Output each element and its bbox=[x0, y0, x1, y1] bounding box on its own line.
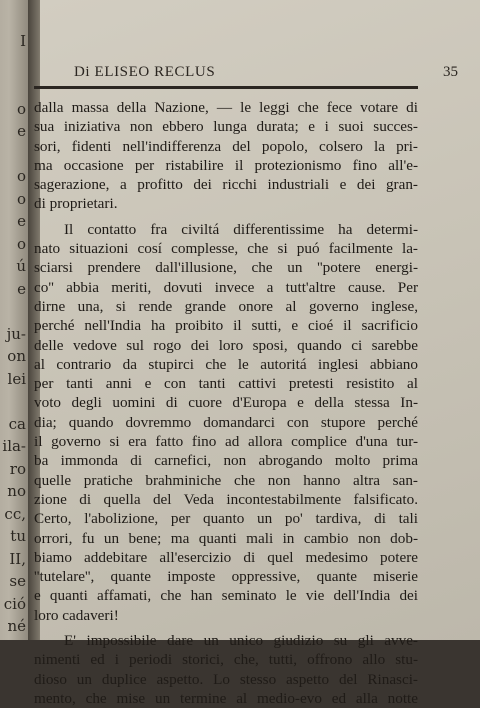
left-page-fragment: ca bbox=[8, 414, 26, 433]
text-line: ma occasione per ristabilire il protezionismo fino all'e- bbox=[34, 156, 418, 174]
text-line: di proprietari. bbox=[34, 195, 118, 213]
text-line: orrori, fu un bene; ma quanti mali in cambio non dob- bbox=[34, 529, 418, 547]
text-line: nato situazioni cosí complesse, che si puó facilmente la- bbox=[34, 240, 418, 258]
text-line: dioso un duplice aspetto. Lo stesso aspetto del Rinasci- bbox=[34, 670, 418, 688]
text-line: e quanti affamati, che han seminato le vie dell'India dei bbox=[34, 587, 418, 605]
body-text bbox=[34, 98, 418, 708]
left-page-fragment: tu bbox=[10, 527, 26, 545]
left-page-fragment: e bbox=[17, 212, 26, 230]
left-page-fragment: ció bbox=[3, 594, 26, 613]
left-page-fragment: o bbox=[16, 99, 26, 118]
text-line: Il contatto fra civiltá differentissime ha determi- bbox=[64, 220, 418, 238]
text-line: nimenti ed i periodi storici, che, tutti, offrono allo stu- bbox=[34, 651, 418, 669]
left-page-fragment: ú bbox=[16, 257, 26, 275]
paragraph bbox=[34, 220, 418, 625]
text-line: quelle pratiche brahminiche che non hanno altra san- bbox=[34, 471, 418, 489]
running-header bbox=[74, 62, 458, 84]
paragraph bbox=[34, 631, 418, 708]
left-page-fragment: no bbox=[7, 482, 26, 500]
left-page-fragment: I bbox=[20, 32, 26, 50]
left-page-fragment: ju- bbox=[6, 324, 26, 343]
left-page-fragment bbox=[0, 75, 26, 98]
text-line: zione di quella del Veda incontestabilmente falsificato. bbox=[34, 490, 418, 508]
text-line: per tanti anni e con tanti cattivi pretesti resistito al bbox=[34, 375, 418, 393]
text-line: voto degli uomini di cuore d'Europa e della stessa In- bbox=[34, 394, 418, 412]
text-line: Certo, l'abolizione, per quanto un po' tardiva, di tali bbox=[34, 510, 418, 528]
left-page-fragment: e bbox=[17, 122, 26, 140]
left-page-fragment: o bbox=[16, 167, 26, 185]
text-line: co'' abbia meriti, dovuti invece a tutt'altre cause. Per bbox=[34, 278, 418, 296]
text-line: sciarsi prendere dall'illusione, che un ''potere energi- bbox=[34, 259, 418, 277]
text-line: ba immonda di carnefici, non abrogando molto prima bbox=[34, 452, 418, 470]
left-page-fragment: lei bbox=[7, 369, 26, 388]
header-rule bbox=[34, 86, 418, 89]
left-page-fragment: né bbox=[7, 617, 26, 635]
text-line: dalla massa della Nazione, — le leggi che fece votare di bbox=[34, 99, 418, 116]
left-page-fragment: ila- bbox=[2, 437, 26, 455]
left-page-fragment bbox=[0, 53, 26, 76]
left-page-fragment: o bbox=[16, 234, 26, 253]
left-page-fragment: ro bbox=[9, 459, 26, 478]
left-page-fragment bbox=[0, 300, 26, 323]
left-page-fragment: on bbox=[7, 347, 26, 365]
text-line: loro cadaveri! bbox=[34, 606, 119, 624]
left-page-fragment bbox=[0, 390, 26, 413]
left-page-fragment: e bbox=[17, 279, 26, 298]
text-line: al contrario da stupirci che le autoritá inglesi abbiano bbox=[34, 355, 418, 373]
left-page-fragment: II, bbox=[9, 549, 26, 568]
left-page-fragment: cc, bbox=[4, 504, 26, 523]
text-line: perché nell'India ha proibito il sutti, e cioé il sacrificio bbox=[34, 317, 418, 335]
text-line: sua iniziativa non ebbero lunga durata; e i suoi succes- bbox=[34, 118, 418, 136]
paragraph bbox=[34, 98, 418, 214]
left-page-fragment: o bbox=[16, 189, 26, 208]
text-line: biamo addebitare all'esercizio di quel medesimo potere bbox=[34, 548, 418, 566]
text-line: sori, fidenti nell'indifferenza del popolo, colsero la pri- bbox=[34, 137, 418, 155]
text-line: il governo si era fatto fino ad allora complice d'una tur- bbox=[34, 433, 418, 451]
left-page-fragment bbox=[0, 143, 26, 166]
page-number: 35 bbox=[443, 64, 458, 80]
text-line: ''tutelare'', quante imposte oppressive, quante miserie bbox=[34, 568, 418, 586]
left-page-fragment: se bbox=[9, 572, 26, 590]
text-line: delle vedove sul rogo dei loro sposi, quando ci sarebbe bbox=[34, 336, 418, 354]
text-line: dia; quando dovremmo domandarci con stupore perché bbox=[34, 413, 418, 431]
text-line: mento, che mise un termine al medio-evo ed alla notte bbox=[34, 689, 418, 707]
text-line: dirne una, si rende grande onore al governo inglese, bbox=[34, 297, 418, 315]
text-line: E' impossibile dare un unico giudizio su gli avve- bbox=[64, 632, 418, 650]
running-head-title: Di ELISEO RECLUS bbox=[74, 64, 216, 80]
left-page-fragments bbox=[0, 30, 26, 638]
text-line: sagerazione, a profitto dei ricchi industriali e dei gran- bbox=[34, 176, 418, 194]
